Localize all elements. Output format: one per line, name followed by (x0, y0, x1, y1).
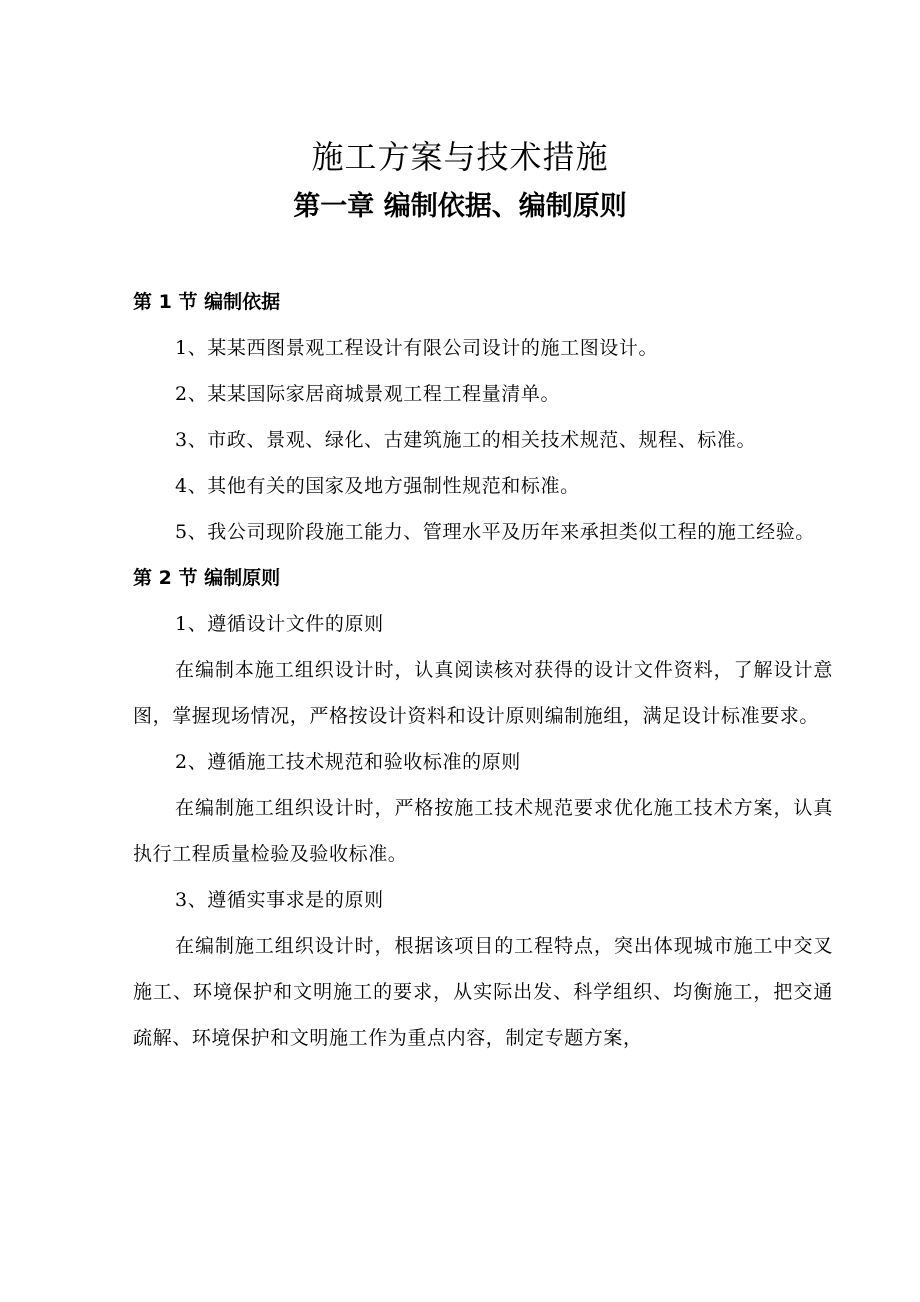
basis-item: 2、某某国际家居商城景观工程工程量清单。 (175, 383, 561, 405)
document-title: 施工方案与技术措施 (311, 138, 609, 176)
principle-body: 在编制施工组织设计时，根据该项目的工程特点，突出体现城市施工中交叉施工、环境保护和文明施工的要求，从实际出发、科学组织、均衡施工，把交通疏解、环境保护和文明施工作为重点内容，制定专题方案， (133, 935, 833, 1049)
principle-title: 2、遵循施工技术规范和验收标准的原则 (175, 751, 521, 773)
principle-body: 在编制施工组织设计时，严格按施工技术规范要求优化施工技术方案，认真执行工程质量检验及验收标准。 (133, 797, 833, 865)
basis-item: 1、某某西图景观工程设计有限公司设计的施工图设计。 (175, 337, 659, 359)
principle-title: 3、遵循实事求是的原则 (175, 889, 384, 911)
basis-item: 4、其他有关的国家及地方强制性规范和标准。 (175, 475, 580, 497)
basis-item: 5、我公司现阶段施工能力、管理水平及历年来承担类似工程的施工经验。 (175, 521, 815, 543)
document-body (133, 279, 833, 1061)
basis-item: 3、市政、景观、绿化、古建筑施工的相关技术规范、规程、标准。 (175, 429, 757, 451)
principle-title: 1、遵循设计文件的原则 (175, 613, 384, 635)
principle-body: 在编制本施工组织设计时，认真阅读核对获得的设计文件资料，了解设计意图，掌握现场情况，严格按设计资料和设计原则编制施组，满足设计标准要求。 (133, 659, 833, 727)
section-heading-2: 第 2 节 编制原则 (133, 567, 281, 589)
section-heading-1: 第 1 节 编制依据 (133, 291, 281, 313)
chapter-title: 第一章 编制依据、编制原则 (293, 191, 627, 222)
